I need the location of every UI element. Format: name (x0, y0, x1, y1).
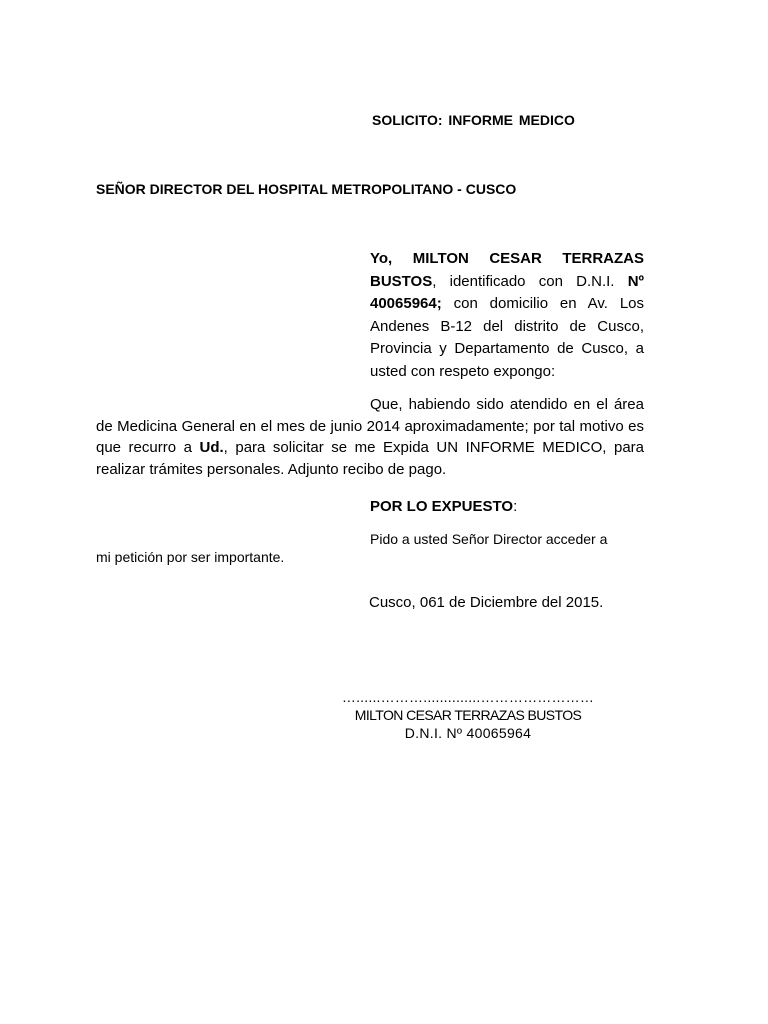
signature-name: MILTON CESAR TERRAZAS BUSTOS (354, 707, 582, 723)
request-line-2: mi petición por ser importante. (96, 549, 285, 565)
intro-text-2: con domicilio en Av. Los Andenes B-12 del distrito de Cusco, Provincia y Departamento de Cusco, a usted con respeto expongo: (370, 295, 644, 380)
closing-heading-suffix: : (513, 498, 518, 515)
subject-line: SOLICITO: INFORME MEDICO (372, 112, 575, 128)
body-text-1: Que, habiendo sido atendido en el área de Medicina General en el mes de junio 2014 aproximadamente; por tal motivo es que recurro a (96, 396, 644, 456)
addressee-line: SEÑOR DIRECTOR DEL HOSPITAL METROPOLITANO - CUSCO (96, 181, 517, 197)
intro-yo: Yo, (370, 250, 393, 267)
signature-dotted-line: …......………..............…………………… (341, 689, 595, 705)
closing-heading (370, 498, 517, 515)
body-ud: Ud. (199, 439, 224, 456)
intro-text-1: , identificado con D.N.I. (432, 272, 615, 290)
signature-dni: D.N.I. Nº 40065964 (404, 725, 532, 741)
closing-heading-text: POR LO EXPUESTO (370, 498, 514, 515)
signature-block (330, 688, 606, 742)
body-paragraph (96, 394, 644, 480)
date-line: Cusco, 061 de Diciembre del 2015. (369, 594, 604, 611)
petitioner-dni: Nº 40065964; (370, 272, 644, 312)
body-text-2: , para solicitar se me Expida UN INFORME MEDICO, para realizar trámites personales. Adjunto recibo de pago. (96, 439, 645, 478)
intro-paragraph (370, 248, 644, 383)
petitioner-name: MILTON CESAR TERRAZAS BUSTOS (370, 250, 644, 290)
request-line-1: Pido a usted Señor Director acceder a (370, 531, 608, 547)
